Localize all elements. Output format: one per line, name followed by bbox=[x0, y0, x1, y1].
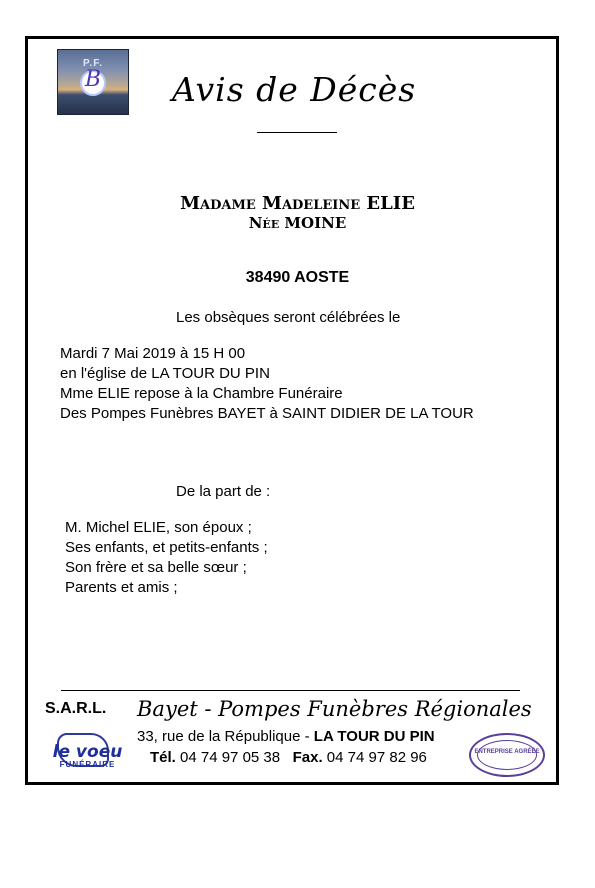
seal-text: ENTREPRISE AGRÉÉE bbox=[474, 749, 540, 755]
voeu-logo-text: le voeu bbox=[52, 742, 123, 762]
ceremony-line: Mme ELIE repose à la Chambre Funéraire bbox=[60, 385, 343, 402]
family-intro: De la part de : bbox=[176, 483, 271, 500]
voeu-logo-subtext: FUNÉRAIRE bbox=[59, 760, 116, 769]
fax-label: Fax. bbox=[292, 749, 323, 766]
maiden-name: Née MOINE bbox=[248, 214, 347, 232]
title-divider bbox=[257, 132, 337, 133]
company-prefix: S.A.R.L. bbox=[45, 700, 107, 717]
page-title: Avis de Décès bbox=[172, 70, 417, 109]
seal-inner-ring bbox=[477, 740, 537, 770]
deceased-name: Madame Madeleine ELIE bbox=[180, 193, 415, 214]
ceremony-intro: Les obsèques seront célébrées le bbox=[176, 309, 401, 326]
family-line: Ses enfants, et petits-enfants ; bbox=[65, 539, 268, 556]
entreprise-agreee-seal bbox=[469, 733, 545, 777]
pf-bayet-logo bbox=[57, 49, 129, 115]
ceremony-line: Des Pompes Funèbres BAYET à SAINT DIDIER DE LA TOUR bbox=[60, 405, 474, 422]
tel-number: 04 74 97 05 38 bbox=[175, 749, 281, 766]
tel-label: Tél. bbox=[150, 749, 176, 766]
company-name: Bayet - Pompes Funèbres Régionales bbox=[137, 697, 532, 721]
family-line: Son frère et sa belle sœur ; bbox=[65, 559, 247, 576]
logo-b-letter: B bbox=[84, 67, 102, 92]
le-voeu-funeraire-logo bbox=[45, 733, 130, 771]
family-line: M. Michel ELIE, son époux ; bbox=[65, 519, 252, 536]
address-street: 33, rue de la République - bbox=[137, 728, 314, 745]
logo-pf-text: P.F. bbox=[83, 58, 103, 69]
ceremony-line: Mardi 7 Mai 2019 à 15 H 00 bbox=[60, 345, 246, 362]
address-city: LA TOUR DU PIN bbox=[313, 728, 435, 745]
company-address bbox=[137, 728, 435, 745]
fax-number: 04 74 97 82 96 bbox=[322, 749, 427, 766]
footer-divider bbox=[61, 690, 520, 691]
family-line: Parents et amis ; bbox=[65, 579, 178, 596]
deceased-location: 38490 AOSTE bbox=[245, 269, 350, 286]
ceremony-line: en l'église de LA TOUR DU PIN bbox=[60, 365, 270, 382]
company-contacts bbox=[150, 749, 427, 766]
